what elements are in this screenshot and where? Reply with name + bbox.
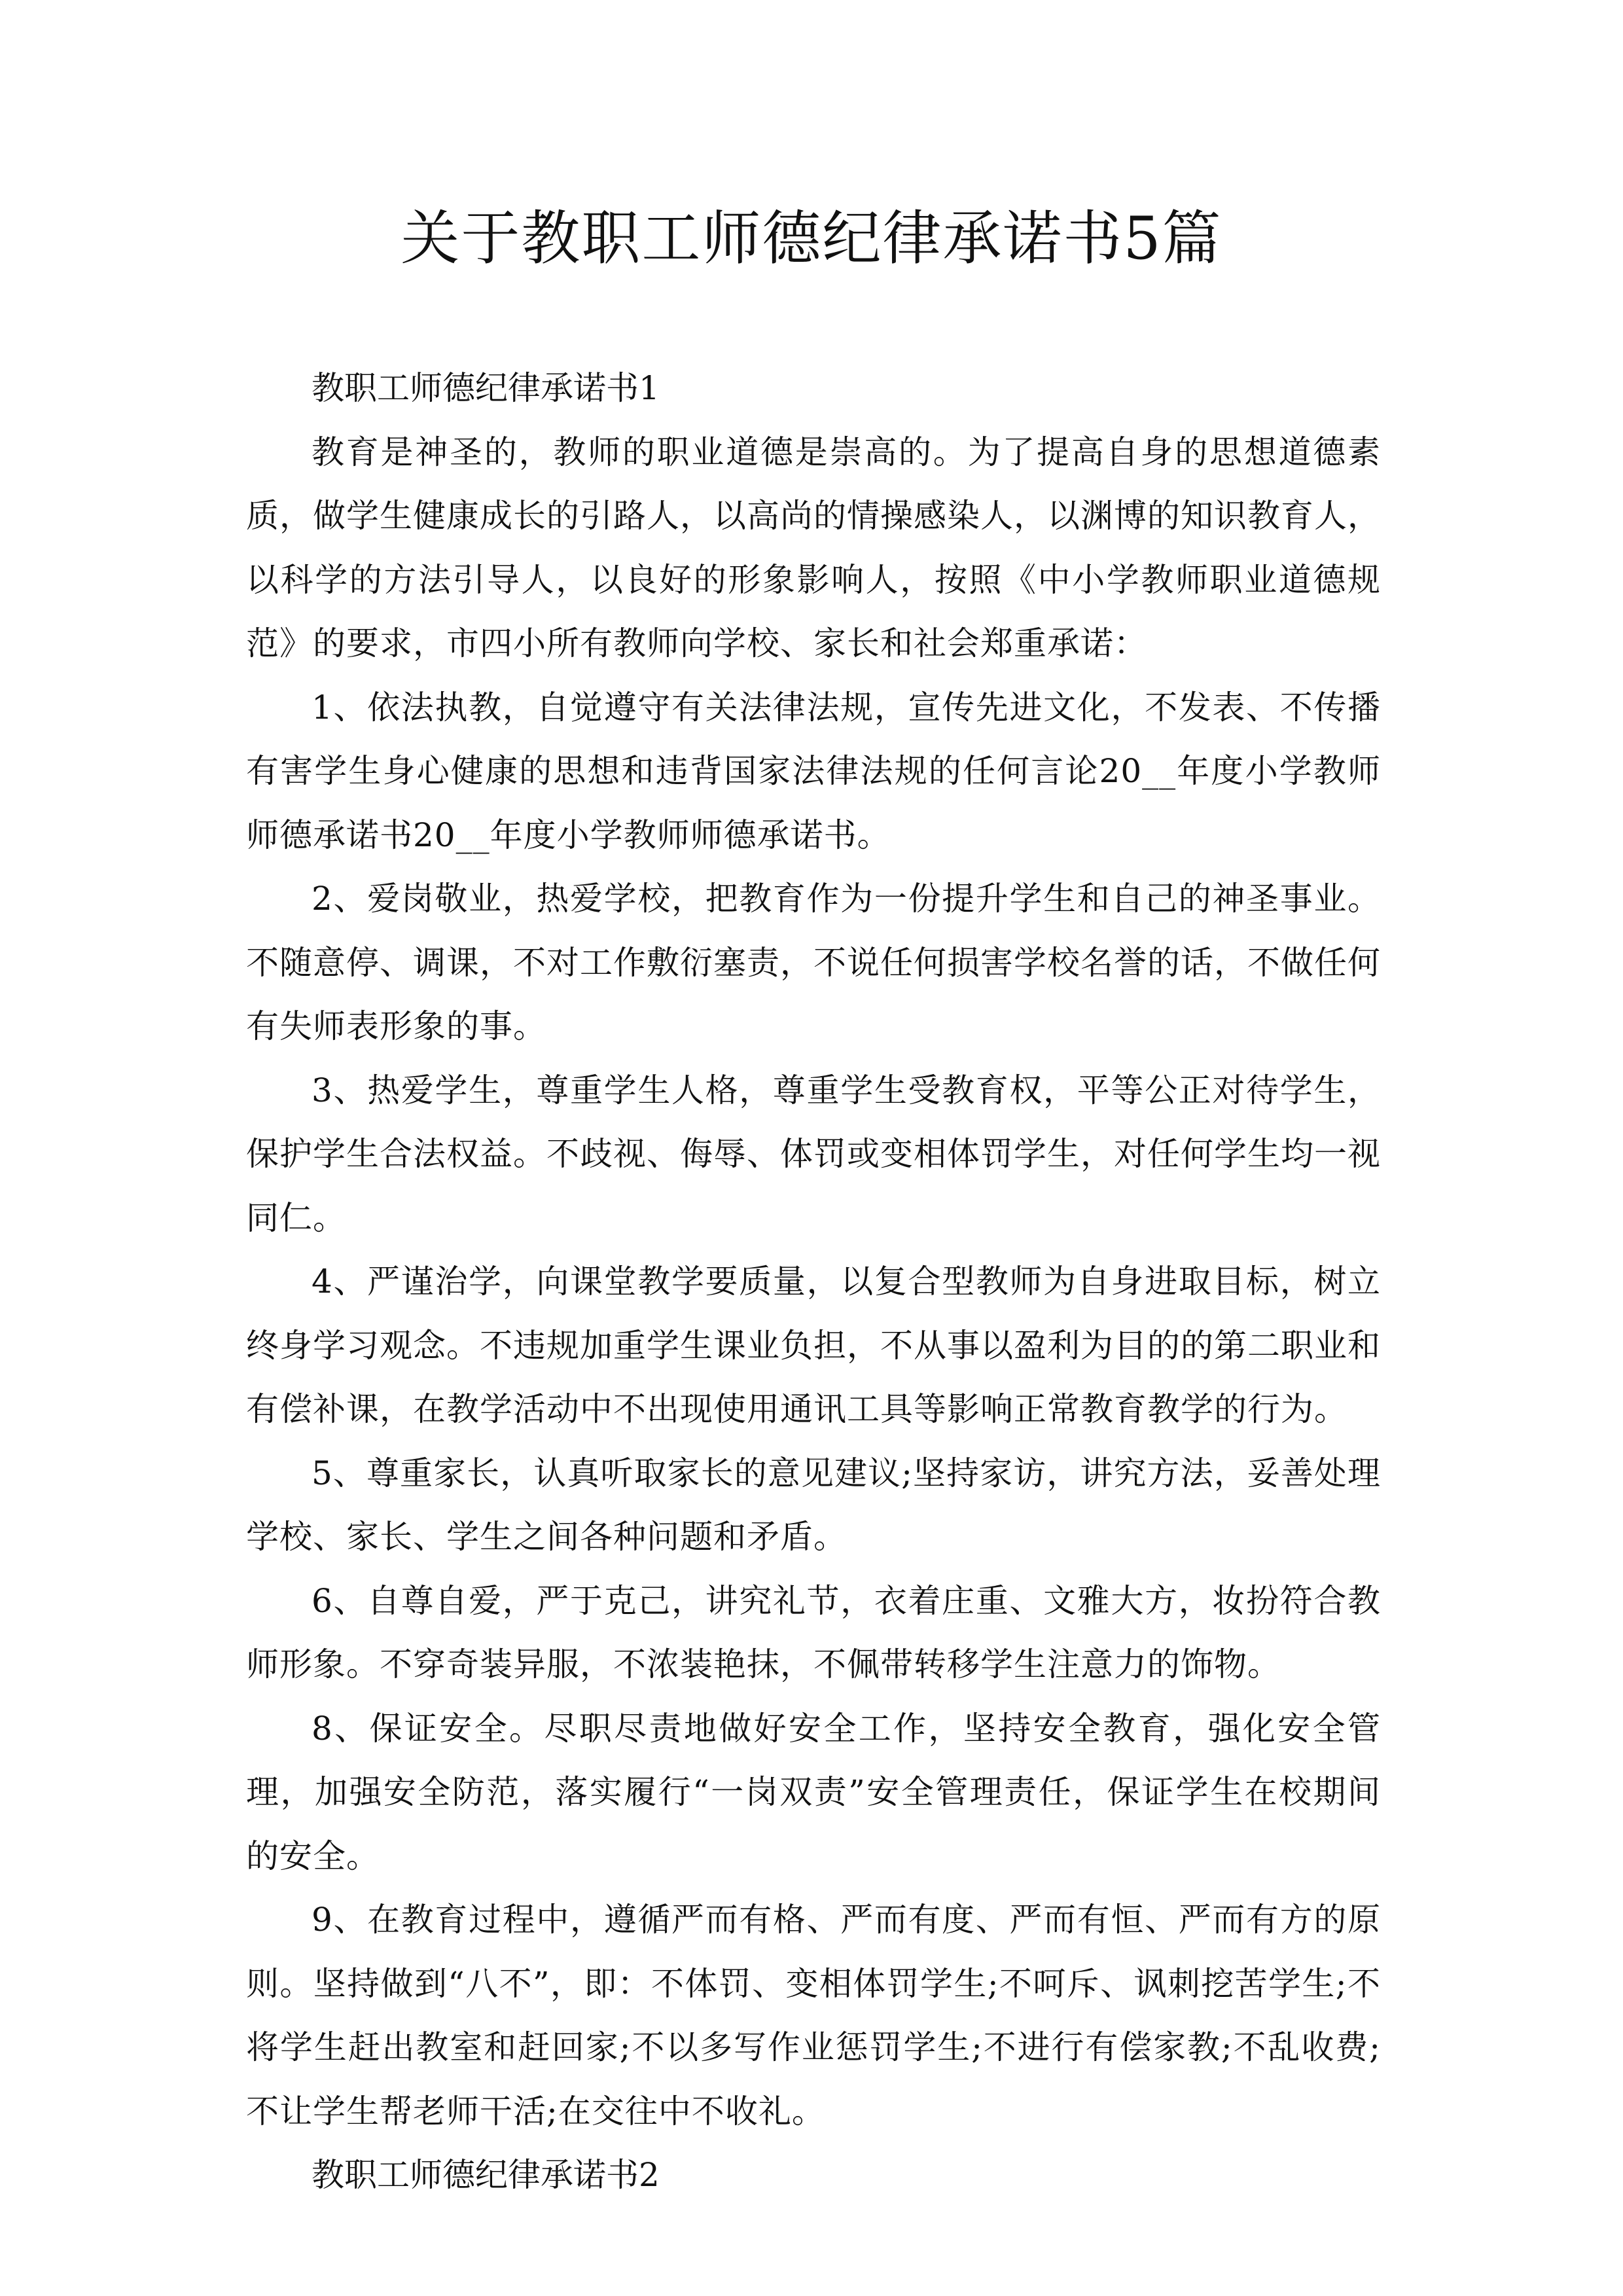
commitment-item-6: 6、自尊自爱，严于克己，讲究礼节，衣着庄重、文雅大方，妆扮符合教师形象。不穿奇装异服，不浓装艳抹，不佩带转移学生注意力的饰物。: [246, 1581, 1381, 1683]
section-heading-2: 教职工师德纪律承诺书2: [312, 2156, 660, 2194]
commitment-item-2: 2、爱岗敬业，热爱学校，把教育作为一份提升学生和自己的神圣事业。不随意停、调课，不对工作敷衍塞责，不说任何损害学校名誉的话，不做任何有失师表形象的事。: [246, 880, 1381, 1045]
section-heading-1: 教职工师德纪律承诺书1: [312, 369, 660, 407]
document-body: [246, 357, 1381, 2208]
commitment-item-8: 8、保证安全。尽职尽责地做好安全工作，坚持安全教育，强化安全管理，加强安全防范，落实履行“一岗双责”安全管理责任，保证学生在校期间的安全。: [246, 1709, 1381, 1875]
commitment-item-5: 5、尊重家长，认真听取家长的意见建议;坚持家访，讲究方法，妥善处理学校、家长、学生之间各种问题和矛盾。: [246, 1454, 1381, 1556]
commitment-item-3: 3、热爱学生，尊重学生人格，尊重学生受教育权，平等公正对待学生，保护学生合法权益。不歧视、侮辱、体罚或变相体罚学生，对任何学生均一视同仁。: [246, 1071, 1381, 1237]
document-title: 关于教职工师德纪律承诺书5篇: [401, 204, 1222, 273]
commitment-item-1: 1、依法执教，自觉遵守有关法律法规，宣传先进文化，不发表、不传播有害学生身心健康的思想和违背国家法律法规的任何言论20__年度小学教师师德承诺书20__年度小学教师师德承诺书。: [246, 688, 1381, 854]
commitment-item-9: 9、在教育过程中，遵循严而有格、严而有度、严而有恒、严而有方的原则。坚持做到“八不”，即：不体罚、变相体罚学生;不呵斥、讽刺挖苦学生;不将学生赶出教室和赶回家;不以多写作业惩罚学生;不进行有偿家教;不乱收费;不让学生帮老师干活;在交往中不收礼。: [246, 1901, 1381, 2130]
commitment-item-4: 4、严谨治学，向课堂教学要质量，以复合型教师为自身进取目标，树立终身学习观念。不违规加重学生课业负担，不从事以盈利为目的的第二职业和有偿补课，在教学活动中不出现使用通讯工具等影响正常教育教学的行为。: [246, 1263, 1381, 1428]
intro-paragraph: 教育是神圣的，教师的职业道德是崇高的。为了提高自身的思想道德素质，做学生健康成长的引路人，以高尚的情操感染人，以渊博的知识教育人，以科学的方法引导人，以良好的形象影响人，按照《中小学教师职业道德规范》的要求，市四小所有教师向学校、家长和社会郑重承诺：: [246, 433, 1381, 662]
